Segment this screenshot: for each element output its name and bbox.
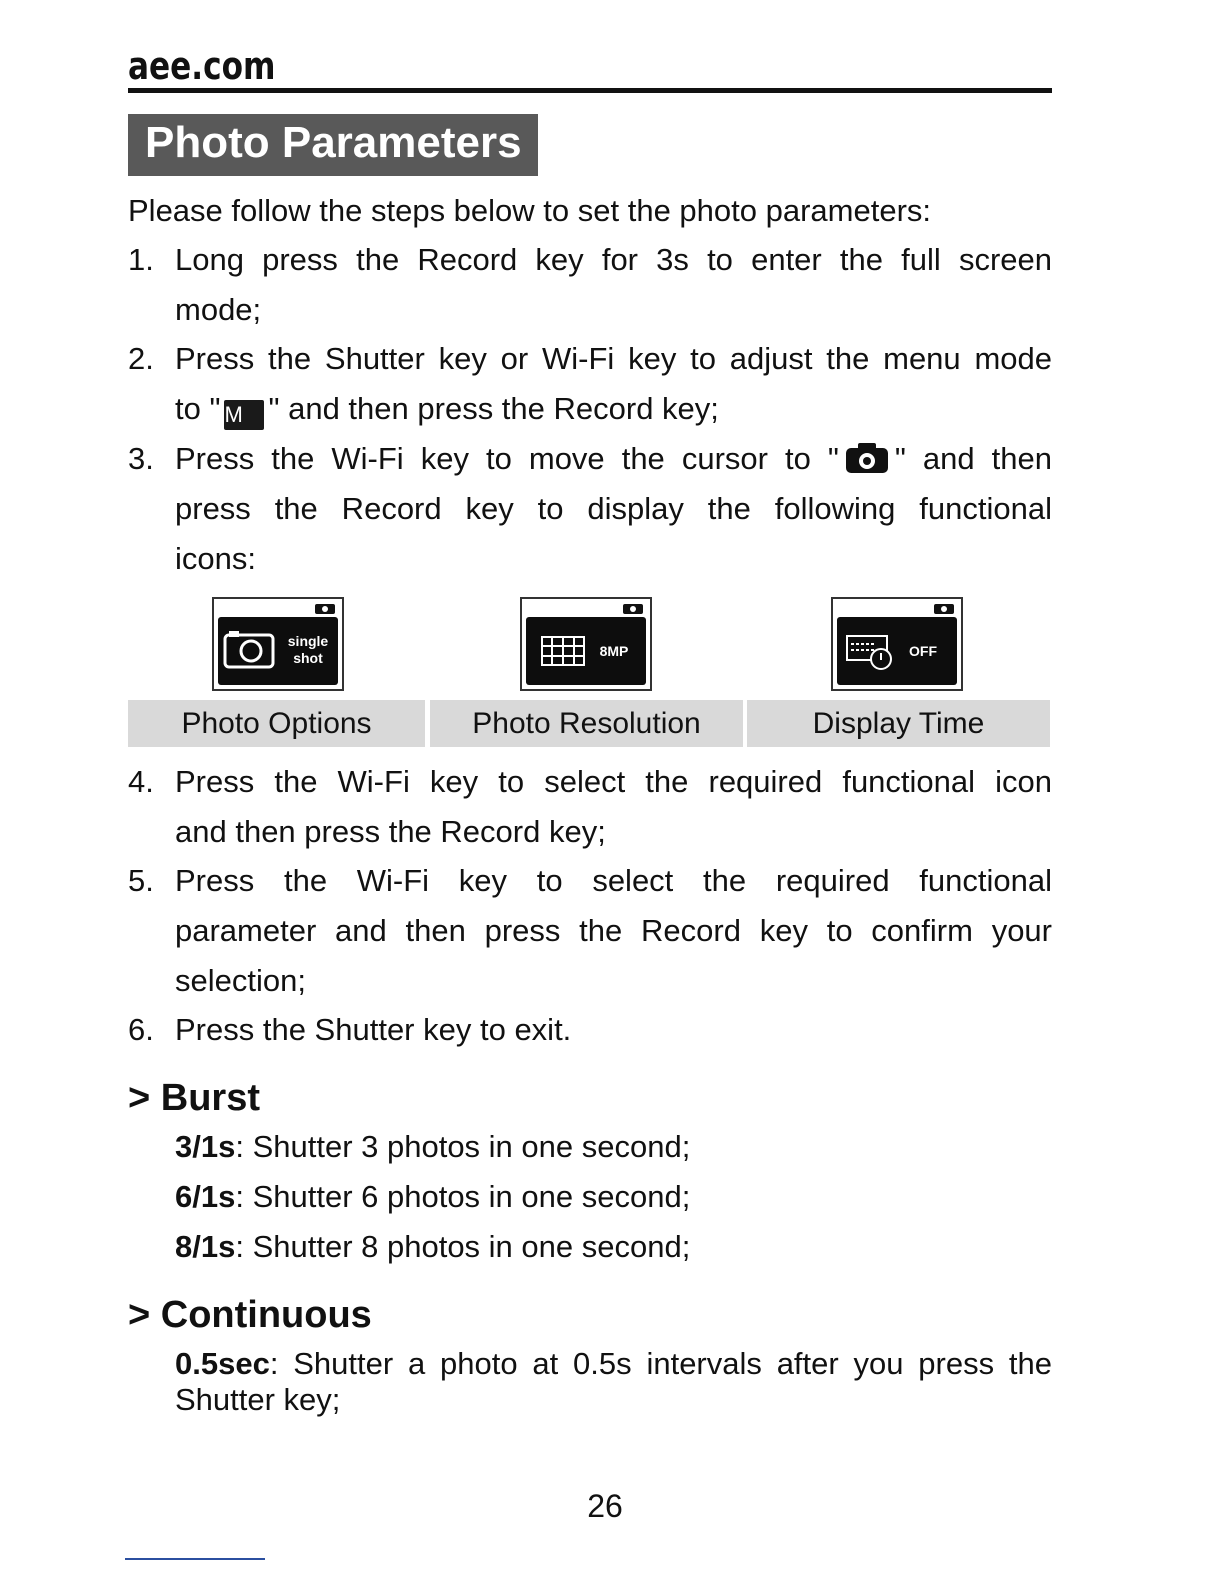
step-text: " and then press the Record key; (268, 391, 719, 426)
camera-icon (845, 442, 889, 474)
screen-label: 8MP (599, 643, 629, 659)
step-line: Press the Shutter key or Wi-Fi key to adjust the menu mode (175, 341, 1052, 376)
screen-label: shot (293, 650, 323, 666)
camera-icon (314, 602, 336, 615)
camera-icon (622, 602, 644, 615)
step-line: selection; (175, 963, 306, 998)
grid-icon (540, 635, 586, 667)
step-line: Long press the Record key for 3s to enter the full screen (175, 242, 1052, 277)
step-number: 5. (128, 863, 154, 898)
camera-icon (933, 602, 955, 615)
step-number: 3. (128, 441, 154, 476)
burst-key: 8/1s (175, 1229, 236, 1264)
burst-item (175, 1127, 690, 1167)
step-line: icons: (175, 541, 256, 576)
step-number: 1. (128, 242, 154, 277)
burst-desc: : Shutter 8 photos in one second; (235, 1229, 691, 1264)
photo-options-screen (212, 597, 344, 691)
step-number: 6. (128, 1012, 154, 1047)
menu-mode-m-icon: M (224, 400, 264, 430)
continuous-desc: : Shutter a photo at 0.5s intervals after you press the (269, 1346, 1052, 1381)
page-title: Photo Parameters (128, 114, 538, 176)
step-line: and then press the Record key; (175, 814, 606, 849)
camera-icon (223, 629, 275, 669)
burst-key: 6/1s (175, 1179, 236, 1214)
step-text: " and then (894, 441, 1052, 476)
step-line: mode; (175, 292, 262, 327)
step-text: Press the Wi-Fi key to move the cursor to " (175, 441, 839, 476)
step-number: 2. (128, 341, 154, 376)
display-time-screen (831, 597, 963, 691)
caption-photo-options: Photo Options (128, 700, 425, 747)
continuous-key: 0.5sec (175, 1346, 270, 1381)
header-rule (128, 88, 1052, 93)
caption-photo-resolution: Photo Resolution (430, 700, 743, 747)
continuous-line: Shutter key; (175, 1382, 341, 1417)
brand-logo: aee.com (128, 44, 276, 88)
section-heading-continuous: > Continuous (128, 1294, 372, 1336)
screen-label: OFF (909, 643, 937, 659)
step-line: Press the Shutter key to exit. (175, 1012, 572, 1047)
intro-text: Please follow the steps below to set the photo parameters: (128, 193, 932, 228)
screen-label: single (287, 633, 329, 649)
step-line: Press the Wi-Fi key to select the required functional icon (175, 764, 1052, 799)
caption-display-time: Display Time (747, 700, 1050, 747)
step-line (175, 434, 1052, 484)
continuous-item (175, 1346, 1052, 1418)
step-line: Press the Wi-Fi key to select the required functional (175, 863, 1052, 898)
page-number: 26 (587, 1488, 623, 1524)
burst-key: 3/1s (175, 1129, 236, 1164)
section-heading-burst: > Burst (128, 1077, 260, 1119)
footer-rule (125, 1558, 265, 1560)
step-line: press the Record key to display the following functional (175, 491, 1052, 526)
step-number: 4. (128, 764, 154, 799)
timer-icon (845, 633, 895, 671)
continuous-line (175, 1346, 1052, 1382)
burst-item (175, 1227, 690, 1267)
burst-item (175, 1177, 690, 1217)
step-line: parameter and then press the Record key to confirm your (175, 913, 1052, 948)
photo-resolution-screen (520, 597, 652, 691)
step-text: to " (175, 391, 221, 426)
step-line (175, 384, 1052, 434)
burst-desc: : Shutter 3 photos in one second; (235, 1129, 691, 1164)
burst-desc: : Shutter 6 photos in one second; (235, 1179, 691, 1214)
